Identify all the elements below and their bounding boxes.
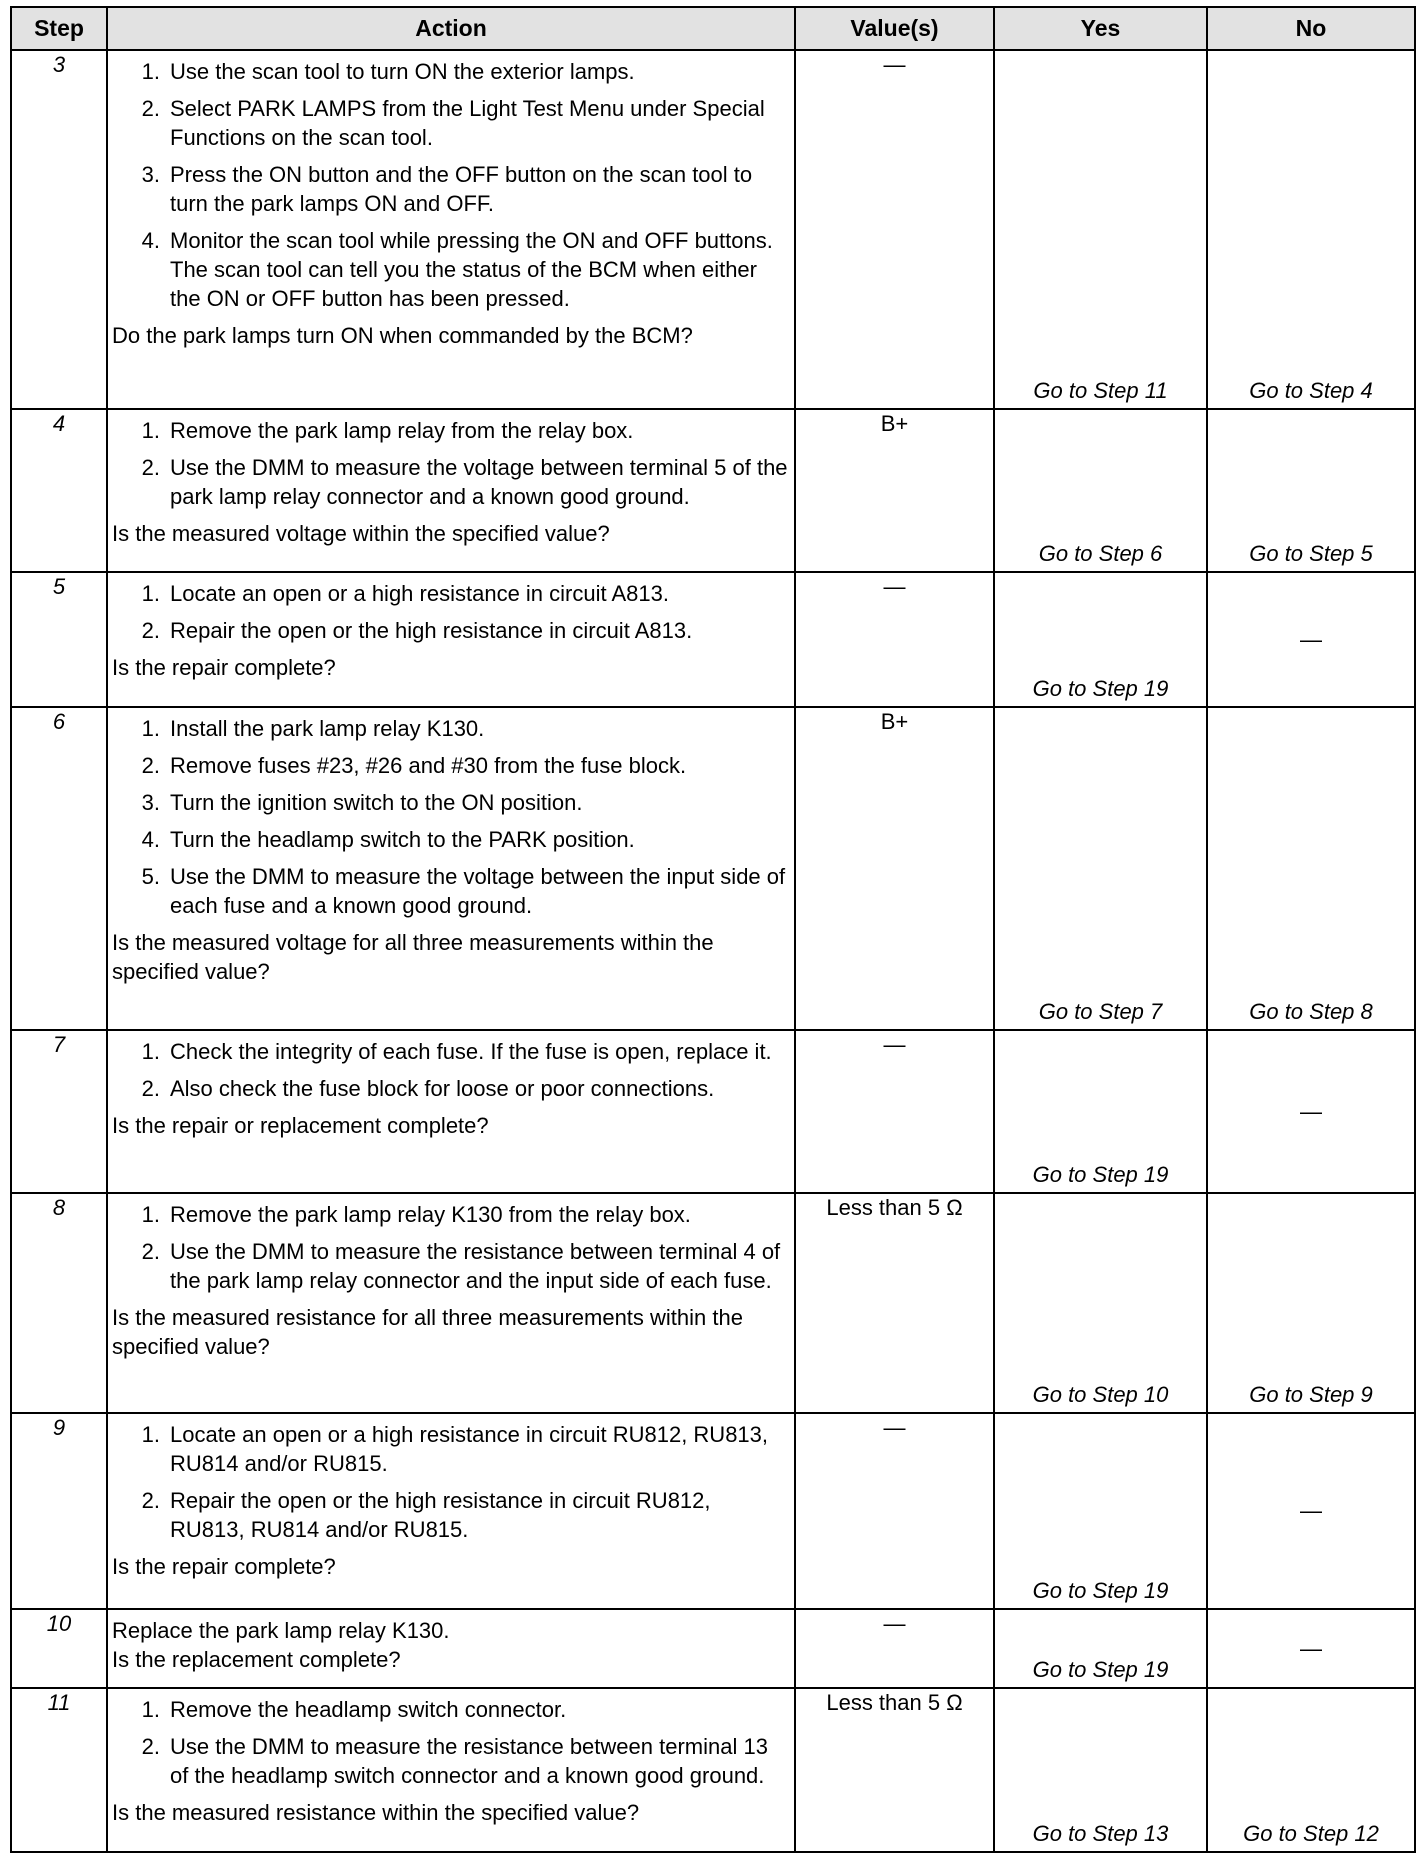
action-item-text: Repair the open or the high resistance in circuit A813. — [170, 618, 693, 644]
no-cell — [1207, 409, 1415, 573]
yes-cell — [994, 1609, 1207, 1688]
action-item — [112, 579, 790, 608]
value-cell: B+ — [795, 409, 994, 573]
action-item-text: Use the scan tool to turn ON the exterior lamps. — [170, 59, 635, 84]
action-item-text: Remove fuses #23, #26 and #30 from the fuse block. — [170, 753, 687, 779]
action-list — [112, 1420, 790, 1544]
action-item — [112, 1237, 790, 1295]
action-question: Is the measured voltage for all three measurements within the specified value? — [112, 930, 714, 985]
table-row — [11, 572, 1415, 707]
header-values: Value(s) — [795, 7, 994, 50]
action-item-number: 2. — [141, 96, 160, 121]
action-item-number: 2. — [141, 1075, 160, 1101]
action-item — [112, 1074, 790, 1103]
action-item-number: 1. — [141, 1697, 160, 1723]
action-item-number: 2. — [141, 753, 160, 779]
action-item-number: 4. — [141, 827, 160, 853]
step-cell: 6 — [11, 707, 107, 1029]
action-item-text: Use the DMM to measure the resistance between terminal 13 of the headlamp switch connector and a known good ground. — [170, 1734, 768, 1789]
action-item — [112, 94, 790, 152]
no-cell — [1207, 572, 1415, 707]
action-cell — [107, 50, 795, 409]
action-item-text: Install the park lamp relay K130. — [170, 716, 485, 742]
action-item — [112, 788, 790, 817]
yes-goto-link: Go to Step 11 — [1033, 377, 1168, 403]
yes-cell — [994, 50, 1207, 409]
action-item — [112, 1200, 790, 1229]
action-item-number: 5. — [141, 864, 160, 890]
action-list — [112, 579, 790, 645]
action-item-number: 2. — [141, 618, 160, 644]
action-item-number: 2. — [141, 1734, 160, 1760]
no-goto-link: Go to Step 8 — [1249, 998, 1373, 1024]
action-item-text: Monitor the scan tool while pressing the ON and OFF buttons. The scan tool can tell you the status of the BCM when either the ON or OFF button has been pressed. — [170, 228, 773, 311]
no-dash: — — [1300, 1635, 1322, 1661]
action-cell — [107, 1609, 795, 1688]
action-cell — [107, 1193, 795, 1412]
action-item — [112, 160, 790, 218]
action-item — [112, 453, 790, 511]
no-cell — [1207, 1193, 1415, 1412]
action-item — [112, 1486, 790, 1544]
action-item-text: Use the DMM to measure the voltage between terminal 5 of the park lamp relay connector and a known good ground. — [170, 454, 788, 509]
step-cell: 8 — [11, 1193, 107, 1412]
no-cell — [1207, 50, 1415, 409]
yes-goto-link: Go to Step 19 — [1032, 1577, 1169, 1603]
table-row — [11, 707, 1415, 1029]
table-body — [11, 50, 1415, 1852]
action-cell — [107, 1030, 795, 1194]
action-question: Is the repair complete? — [112, 1553, 336, 1579]
action-text: Replace the park lamp relay K130. — [112, 1617, 450, 1643]
yes-goto-link: Go to Step 13 — [1032, 1821, 1169, 1846]
action-item-number: 3. — [141, 790, 160, 816]
no-goto-link: Go to Step 9 — [1249, 1381, 1373, 1407]
action-item — [112, 1037, 790, 1066]
yes-cell — [994, 1413, 1207, 1609]
action-item-text: Remove the headlamp switch connector. — [170, 1697, 567, 1723]
no-cell — [1207, 1609, 1415, 1688]
action-item-text: Press the ON button and the OFF button on the scan tool to turn the park lamps ON and OFF. — [170, 162, 753, 216]
value-cell: Less than 5 Ω — [795, 1688, 994, 1852]
action-item-text: Also check the fuse block for loose or poor connections. — [170, 1075, 715, 1101]
header-step: Step — [11, 7, 107, 50]
yes-goto-link: Go to Step 6 — [1038, 541, 1163, 567]
step-cell: 9 — [11, 1413, 107, 1609]
table-row — [11, 1688, 1415, 1852]
yes-cell — [994, 1688, 1207, 1852]
action-item-text: Turn the headlamp switch to the PARK position. — [170, 827, 635, 853]
step-cell: 4 — [11, 409, 107, 573]
action-list — [112, 1200, 790, 1295]
no-goto-link: Go to Step 5 — [1249, 541, 1373, 567]
action-item-number: 1. — [141, 1038, 160, 1064]
yes-cell — [994, 409, 1207, 573]
value-cell: — — [795, 1413, 994, 1609]
action-item-text: Remove the park lamp relay K130 from the relay box. — [170, 1202, 691, 1228]
action-item — [112, 416, 790, 445]
yes-cell — [994, 1193, 1207, 1412]
header-action: Action — [107, 7, 795, 50]
no-cell — [1207, 1413, 1415, 1609]
action-item-text: Select PARK LAMPS from the Light Test Menu under Special Functions on the scan tool. — [170, 96, 765, 150]
no-dash: — — [1300, 1497, 1322, 1523]
yes-cell — [994, 707, 1207, 1029]
table-row — [11, 50, 1415, 409]
table-row — [11, 1413, 1415, 1609]
yes-goto-link: Go to Step 10 — [1032, 1381, 1169, 1407]
no-dash: — — [1300, 1098, 1322, 1124]
action-item — [112, 1695, 790, 1724]
action-question: Is the measured resistance for all three measurements within the specified value? — [112, 1305, 743, 1360]
action-list — [112, 714, 790, 920]
value-cell: — — [795, 1030, 994, 1194]
action-item — [112, 226, 790, 313]
yes-cell — [994, 572, 1207, 707]
step-cell: 7 — [11, 1030, 107, 1194]
action-item-number: 3. — [141, 162, 160, 187]
table-row — [11, 1030, 1415, 1194]
no-cell — [1207, 1688, 1415, 1852]
no-dash: — — [1300, 626, 1322, 652]
value-cell: Less than 5 Ω — [795, 1193, 994, 1412]
action-question: Is the replacement complete? — [112, 1646, 401, 1672]
action-item — [112, 57, 790, 86]
action-item-number: 1. — [141, 1202, 160, 1228]
action-item — [112, 1732, 790, 1790]
action-cell — [107, 572, 795, 707]
value-cell: — — [795, 50, 994, 409]
action-item — [112, 825, 790, 854]
action-item-number: 1. — [141, 417, 160, 443]
action-item-text: Remove the park lamp relay from the relay box. — [170, 417, 634, 443]
yes-goto-link: Go to Step 19 — [1032, 676, 1169, 702]
yes-goto-link: Go to Step 7 — [1038, 998, 1163, 1024]
value-cell: — — [795, 572, 994, 707]
step-cell: 3 — [11, 50, 107, 409]
action-item-number: 4. — [141, 228, 160, 253]
step-cell: 10 — [11, 1609, 107, 1688]
no-cell — [1207, 1030, 1415, 1194]
action-question: Do the park lamps turn ON when commanded by the BCM? — [112, 323, 693, 348]
action-item-number: 1. — [141, 59, 160, 84]
value-cell: B+ — [795, 707, 994, 1029]
table-row — [11, 409, 1415, 573]
action-item-text: Check the integrity of each fuse. If the fuse is open, replace it. — [170, 1038, 772, 1064]
action-item-number: 1. — [141, 581, 160, 607]
action-list — [112, 1695, 790, 1790]
header-yes: Yes — [994, 7, 1207, 50]
yes-cell — [994, 1030, 1207, 1194]
table-row — [11, 1609, 1415, 1688]
action-item — [112, 714, 790, 743]
action-question: Is the repair or replacement complete? — [112, 1112, 489, 1138]
action-cell — [107, 1688, 795, 1852]
action-question: Is the measured voltage within the specified value? — [112, 520, 610, 546]
value-cell: — — [795, 1609, 994, 1688]
step-cell: 11 — [11, 1688, 107, 1852]
action-cell — [107, 409, 795, 573]
action-item — [112, 751, 790, 780]
action-list — [112, 1037, 790, 1103]
action-item-text: Use the DMM to measure the voltage between the input side of each fuse and a known good ground. — [170, 864, 786, 919]
action-cell — [107, 707, 795, 1029]
action-cell — [107, 1413, 795, 1609]
action-question: Is the repair complete? — [112, 655, 336, 681]
action-item-text: Turn the ignition switch to the ON position. — [170, 790, 583, 816]
no-goto-link: Go to Step 12 — [1243, 1821, 1379, 1846]
diagnostic-table — [10, 6, 1416, 1853]
action-item-number: 2. — [141, 1487, 160, 1513]
action-item — [112, 1420, 790, 1478]
yes-goto-link: Go to Step 19 — [1032, 1657, 1169, 1683]
table-row — [11, 1193, 1415, 1412]
action-item-number: 1. — [141, 1421, 160, 1447]
action-item-text: Use the DMM to measure the resistance between terminal 4 of the park lamp relay connector and the input side of each fuse. — [170, 1239, 781, 1294]
action-item — [112, 616, 790, 645]
action-item-number: 2. — [141, 1239, 160, 1265]
action-list — [112, 57, 790, 313]
yes-goto-link: Go to Step 19 — [1032, 1162, 1169, 1188]
action-item-number: 1. — [141, 716, 160, 742]
header-row — [11, 7, 1415, 50]
action-item — [112, 862, 790, 920]
action-item-number: 2. — [141, 454, 160, 480]
action-question: Is the measured resistance within the specified value? — [112, 1800, 640, 1826]
step-cell: 5 — [11, 572, 107, 707]
action-item-text: Locate an open or a high resistance in circuit A813. — [170, 581, 669, 607]
no-cell — [1207, 707, 1415, 1029]
header-no: No — [1207, 7, 1415, 50]
no-goto-link: Go to Step 4 — [1249, 377, 1373, 403]
action-list — [112, 416, 790, 511]
action-item-text: Locate an open or a high resistance in circuit RU812, RU813, RU814 and/or RU815. — [170, 1421, 769, 1476]
action-item-text: Repair the open or the high resistance in circuit RU812, RU813, RU814 and/or RU815. — [170, 1487, 711, 1542]
